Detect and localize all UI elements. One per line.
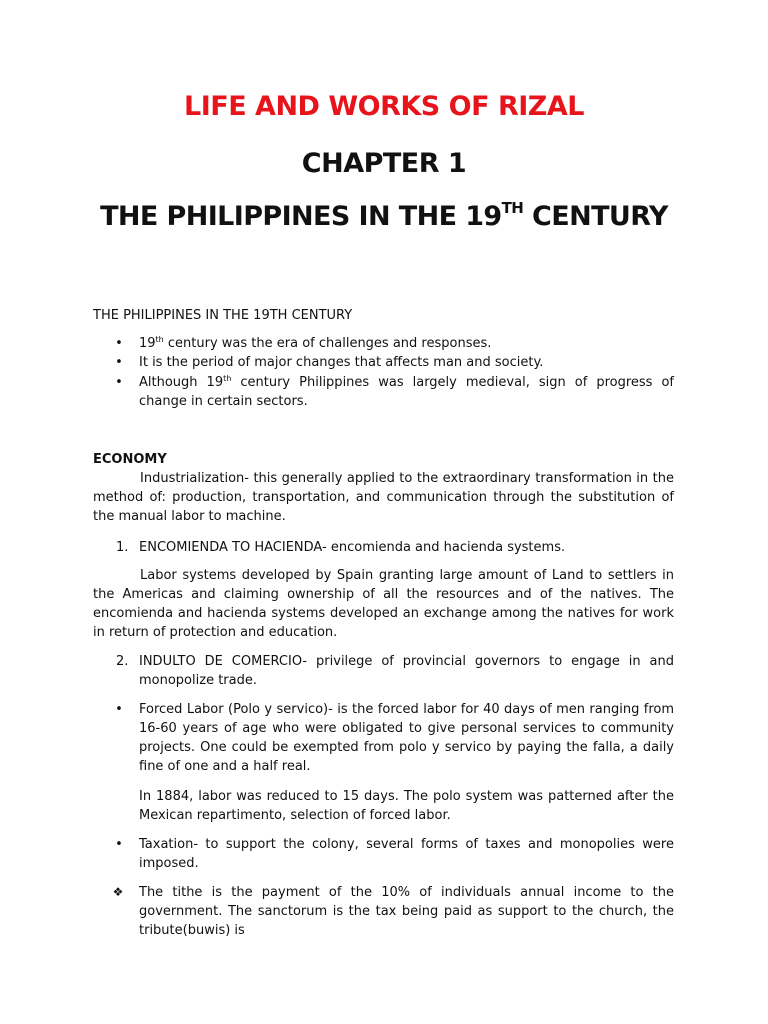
industrialization-paragraph: Industrialization- this generally applied to the extraordinary transformation in the method of: production, transportation, and communication through the substitution of the manual labor to machine. (93, 471, 674, 524)
chapter-number: CHAPTER 1 (301, 148, 467, 179)
intro-bullet-2: It is the period of major changes that affects man and society. (139, 355, 544, 370)
polo-reduction-paragraph: In 1884, labor was reduced to 15 days. The polo system was patterned after the Mexican repartimento, selection of forced labor. (139, 789, 674, 823)
intro-bullet-1 (139, 334, 674, 353)
economy-heading: ECONOMY (93, 452, 167, 467)
intro-bullet-1-sup: th (155, 335, 164, 344)
list-number-1: 1. (116, 540, 129, 555)
indulto-item: INDULTO DE COMERCIO- privilege of provincial governors to engage in and monopolize trade. (139, 654, 674, 688)
intro-bullet-1-post: century was the era of challenges and responses. (163, 336, 492, 351)
chapter-title-superscript: TH (501, 199, 524, 217)
intro-bullet-3-sup: th (223, 374, 232, 383)
bullet-icon: • (115, 355, 123, 370)
chapter-title-end: CENTURY (523, 201, 668, 232)
list-number-2: 2. (116, 654, 129, 669)
intro-bullet-3-pre: Although 19 (139, 375, 224, 390)
tithe-paragraph: The tithe is the payment of the 10% of individuals annual income to the government. The sanctorum is the tax being paid as support to the church, the tribute(buwis) is (139, 885, 674, 938)
intro-bullet-1-pre: 19 (139, 336, 156, 351)
diamond-bullet-icon: ❖ (112, 885, 124, 899)
bullet-icon: • (115, 702, 123, 717)
intro-heading: THE PHILIPPINES IN THE 19TH CENTURY (93, 308, 353, 323)
encomienda-item: ENCOMIENDA TO HACIENDA- encomienda and hacienda systems. (139, 540, 566, 555)
course-title: LIFE AND WORKS OF RIZAL (184, 91, 584, 122)
chapter-title (0, 199, 768, 232)
forced-labor-bullet: Forced Labor (Polo y servico)- is the forced labor for 40 days of men ranging from 16-60 years of age who were obligated to give personal services to community projects. One could be exempted from polo y servico by paying the falla, a daily fine of one and a half real. (139, 702, 674, 774)
bullet-icon: • (115, 837, 123, 852)
intro-bullet-3 (139, 373, 674, 411)
labor-systems-paragraph: Labor systems developed by Spain granting large amount of Land to settlers in the Americas and claiming ownership of all the resources and of the natives. The encomienda and hacienda systems developed an exchange among the natives for work in return of protection and education. (93, 568, 674, 640)
bullet-icon: • (115, 375, 123, 390)
intro-bullet-3-post: century Philippines was largely medieval, sign of progress of change in certain sectors. (139, 375, 674, 409)
bullet-icon: • (115, 336, 123, 351)
chapter-title-main: THE PHILIPPINES IN THE 19 (100, 201, 502, 232)
taxation-bullet: Taxation- to support the colony, several forms of taxes and monopolies were imposed. (139, 837, 674, 871)
